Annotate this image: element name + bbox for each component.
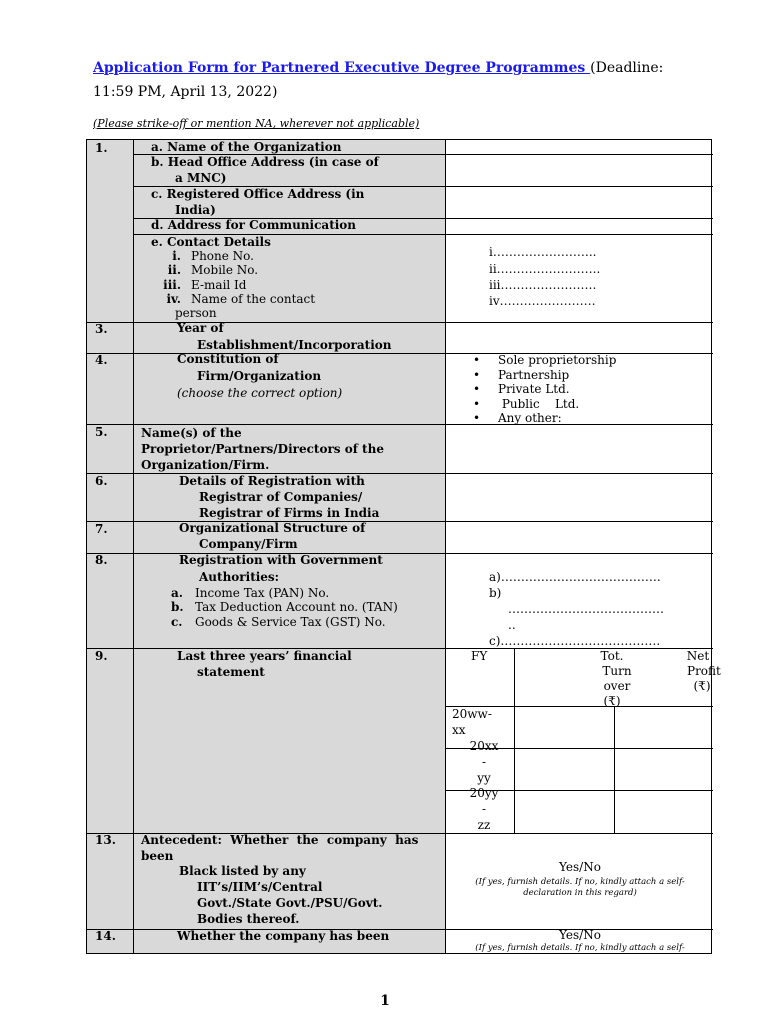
column-header-turnover: Tot. Turn over (₹) [600,649,632,708]
row-number: 6. [95,474,108,488]
field-label-govt-registration-cont: Authorities: [199,570,280,584]
row-number: 1. [95,141,108,155]
field-label-blacklisted-cont2: Govt./State Govt./PSU/Govt. [197,896,383,910]
contact-name-value-field[interactable]: iv…………………… [489,294,596,308]
divider [133,140,134,953]
option-private-ltd[interactable]: • Private Ltd. [498,382,661,397]
row-number: 13. [95,833,116,847]
contact-name-label-cont: person [175,306,217,320]
field-label-blacklisted: Black listed by any [179,864,306,878]
column-header-net-profit: Net Profit (₹) [686,649,721,693]
item-letter-a: a. [171,586,183,600]
field-label-financials: Last three years’ financial [177,649,352,663]
row14-answer[interactable]: Yes/No [559,928,601,942]
option-any-other[interactable]: • Any other: ________________ [498,411,661,426]
field-label-constitution-cont: Firm/Organization [197,369,322,383]
tan-value-field-cont: .. [508,618,516,632]
form-note: (Please strike-off or mention NA, wherever not applicable) [93,117,420,130]
row-number: 9. [95,649,108,663]
phone-value-field[interactable]: i…………………….. [489,245,597,259]
field-label-head-office-cont: a MNC) [175,171,227,185]
row14-instruction: (If yes, furnish details. If no, kindly attach a self- [475,943,685,953]
option-public-ltd[interactable]: • Public Ltd. [498,397,661,412]
tan-value-field[interactable]: ………………………………… [508,602,664,616]
row-number: 7. [95,522,108,536]
form-deadline: (Deadline: 11:59 PM, April 13, 2022) [93,60,664,100]
item-letter-b: b. [171,600,184,614]
page-number: 1 [380,993,390,1009]
number-column [87,140,134,953]
gst-label: Goods & Service Tax (GST) No. [195,615,386,629]
contact-mobile-label: Mobile No. [191,263,259,277]
field-label-organization-name: a. Name of the Organization [151,140,342,154]
blacklist-instruction: (If yes, furnish details. If no, kindly attach a self- declaration in this regard) [475,877,685,898]
field-label-proprietors-cont: Proprietor/Partners/Directors of the [141,442,384,456]
field-label-registration-details: Details of Registration with [179,474,365,488]
contact-phone-label: Phone No. [191,249,254,263]
field-label-financials-cont: statement [197,665,265,679]
contact-name-label: Name of the contact [191,292,316,306]
field-label-proprietors: Name(s) of the [141,426,242,440]
tan-label: Tax Deduction Account no. (TAN) [195,600,398,614]
blacklist-answer[interactable]: Yes/No [559,860,601,874]
field-label-contact-details: e. Contact Details [151,235,271,249]
pan-value-field[interactable]: a)…………………………………. [489,570,661,584]
roman-ii: ii. [167,263,181,277]
field-label-antecedent: Antecedent: Whether the company has [141,833,419,847]
row-number: 8. [95,553,108,567]
row-number: 3. [95,322,108,336]
roman-i: i. [172,249,181,263]
fy-row-3: 20yy - zz [469,786,499,832]
roman-iv: iv. [166,292,181,306]
field-label-company-has-been: Whether the company has been [177,929,390,943]
row-number: 4. [95,353,108,367]
option-sole-proprietorship[interactable]: • Sole proprietorship [498,353,661,368]
pan-label: Income Tax (PAN) No. [195,586,330,600]
field-label-registered-office: c. Registered Office Address (in [151,187,365,201]
mobile-value-field[interactable]: ii…………………….. [489,262,601,276]
email-value-field[interactable]: iii…………………… [489,278,597,292]
row-number: 14. [95,929,116,943]
divider [514,648,515,834]
fy-row-1: 20ww- xx [452,707,492,737]
form-title-link[interactable]: Application Form for Partnered Executive Degree Programmes [93,60,591,76]
field-label-proprietors-cont2: Organization/Firm. [141,458,270,472]
application-form-table [86,139,721,954]
constitution-options [498,353,661,426]
field-label-year: Year of [177,321,224,335]
row-number: 5. [95,425,108,439]
field-label-blacklisted-cont3: Bodies thereof. [197,912,300,926]
field-label-registration-details-cont2: Registrar of Firms in India [199,506,380,520]
field-label-govt-registration: Registration with Government [179,553,383,567]
field-label-year-cont: Establishment/Incorporation [197,338,392,352]
field-label-head-office: b. Head Office Address (in case of [151,155,379,169]
gst-value-field[interactable]: c)…………………………………. [489,634,661,648]
divider [445,140,446,953]
tan-value-prefix: b) [489,586,502,600]
column-header-fy: FY [471,649,488,663]
constitution-hint: (choose the correct option) [177,386,343,400]
option-partnership[interactable]: • Partnership [498,368,661,383]
item-letter-c: c. [171,615,183,629]
field-label-blacklisted-cont: IIT’s/IIM’s/Central [197,880,323,894]
contact-email-label: E-mail Id [191,278,247,292]
field-label-communication-address: d. Address for Communication [151,218,357,232]
form-title [93,56,703,104]
roman-iii: iii. [163,278,181,292]
field-label-registration-details-cont: Registrar of Companies/ [199,490,363,504]
field-label-constitution: Constitution of [177,352,279,366]
field-label-org-structure-cont: Company/Firm [199,537,298,551]
field-label-antecedent-cont: been [141,849,174,863]
field-label-registered-office-cont: India) [175,203,216,217]
divider [614,706,615,834]
field-label-org-structure: Organizational Structure of [179,521,366,535]
fy-row-2: 20xx - yy [469,739,499,785]
